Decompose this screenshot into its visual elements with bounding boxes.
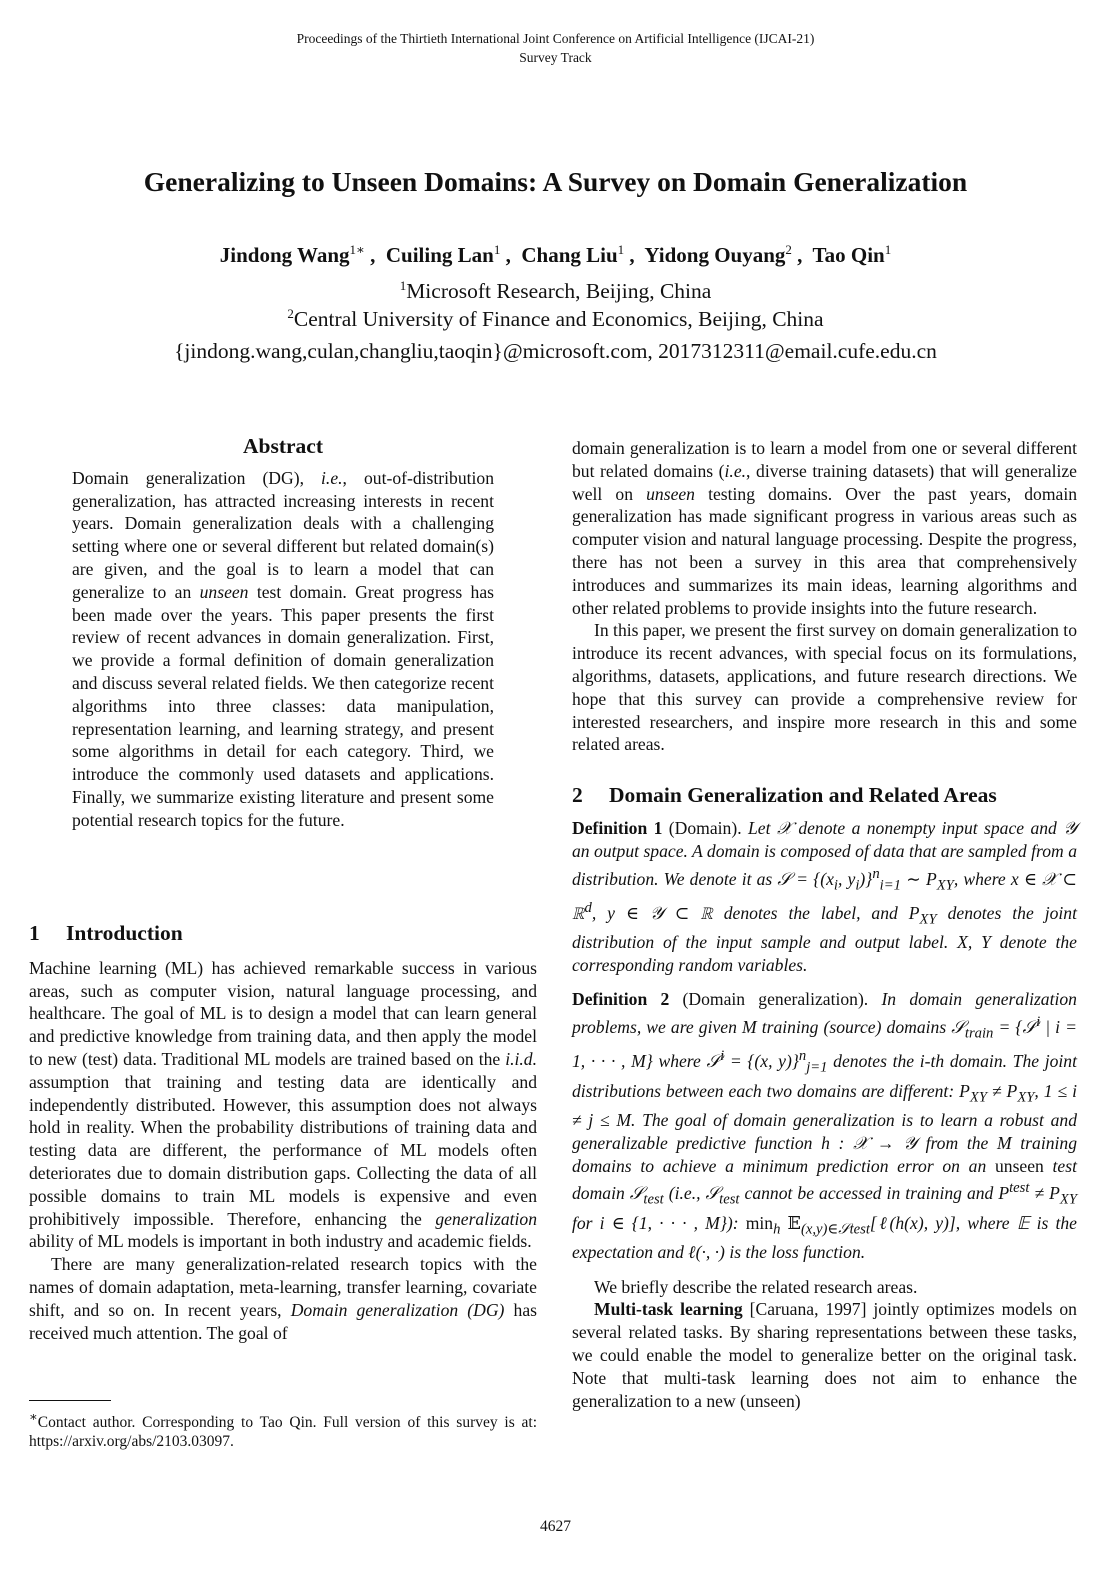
author-affil-mark: 1 [617,242,625,257]
multi-task-paragraph: Multi-task learning [Caruana, 1997] jointly optimizes models on several related tasks. By sharing representations between these tasks, we could enable the model to generalize better on the original task. Note that multi-task learning does not aim to enhance the generalization to a new (unseen) [572,1299,1077,1411]
related-intro: We briefly describe the related research areas. [594,1276,918,1297]
author-affil-mark: 2 [785,242,792,257]
author-name: Jindong Wang [219,243,350,267]
paper-title: Generalizing to Unseen Domains: A Survey on Domain Generalization [143,166,968,197]
section-heading: 2 Domain Generalization and Related Areas [572,783,997,808]
abstract-block [72,435,494,832]
intro-paragraph-1: Machine learning (ML) has achieved remarkable success in various areas, such as computer vision, natural language processing, and healthcare. The goal of ML is to design a model that can learn general and predictive knowledge from training data, and then apply the model to new (test) data. Traditional ML models are trained based on the i.i.d. assumption that training and testing data are identically and independently distributed. However, this assumption does not always hold in reality. When the probability distributions of training data and testing data are different, the performance of ML models often deteriorates due to domain distribution gaps. Collecting the data of all possible domains to train ML models is expensive and even prohibitively impossible. Therefore, enhancing the generalization ability of ML models is important in both industry and academic fields. [29,957,538,1252]
author-affil-mark: 1 [884,242,892,257]
author-list: Jindong Wang$^{1∗}$ , Cuiling Lan$^1$ , Chang Liu$^1$ , Yidong Ouyang$^2$ , Tao Qin$^1$ [219,242,892,267]
abstract-title: Abstract [242,434,323,458]
page-number: 4627 [540,1518,571,1535]
conference-header [0,29,1111,67]
affil-mark: 1 [399,278,407,293]
author-name: Yidong Ouyang [644,243,786,267]
affiliation-2 [0,306,1111,332]
author-emails: {jindong.wang,culan,changliu,taoqin}@microsoft.com, 2017312311@email.cufe.edu.cn [174,339,937,363]
intro-paragraph-3: domain generalization is to learn a model from one or several different but related domains (i.e., diverse training datasets) that will generalize well on unseen testing domains. Over the past years, domain generalization has made significant progress in various areas such as computer vision and natural language processing. Despite the progress, there has not been a survey in this area that comprehensively introduces and summarizes its main ideas, learning algorithms and other related problems to provide insights into the future research. [572,438,1077,618]
definition-1: Definition 1 (Domain). Let 𝒳 denote a nonempty input space and 𝒴 an output space. A domain is composed of data that are sampled from a distribution. We denote it as 𝒮 = {($x_i$, $y_i)\}^n_{i=1}$ ∼ $P_{XY}$, where x ∈ 𝒳 ⊂ ℝ$^d$, y ∈ 𝒴 ⊂ ℝ denotes the label, and $P_{XY}$ denotes the joint distribution of the input sample and output label. X, Y denote the corresponding random variables. [572,817,1078,975]
intro-paragraph-2: There are many generalization-related research topics with the names of domain adaptation, meta-learning, transfer learning, covariate shift, and so on. In recent years, Domain generalization (DG) has received much attention. The goal of [29,1254,537,1343]
affil-mark: 2 [287,306,294,321]
introduction-section [29,922,537,1344]
section-heading: 1 Introduction [29,921,183,945]
intro-paragraph-4: In this paper, we present the first survey on domain generalization to introduce its recent advances, with special focus on its formulations, algorithms, datasets, applications, and future research directions. We hope that this survey can provide a comprehensive review for interested researchers, and inspire more research in this and some related areas. [572,620,1077,755]
footnote-rule [29,1400,111,1401]
right-column [572,437,1077,1412]
author-name: Chang Liu [521,243,618,267]
author-affil-mark: 1∗ [349,242,365,257]
abstract-text: Domain generalization (DG), i.e., out-of-distribution generalization, has attracted increasing interests in recent years. Domain generalization deals with a challenging setting where one or several different but related domain(s) are given, and the goal is to learn a model that can generalize to an unseen test domain. Great progress has been made over the years. This paper presents the first review of recent advances in domain generalization. First, we provide a formal definition of domain generalization and discuss several related fields. We then categorize recent algorithms into three classes: data manipulation, representation learning, and learning strategy, and present some algorithms in detail for each category. Third, we introduce the commonly used datasets and applications. Finally, we summarize existing literature and present some potential research topics for the future. [72,467,494,830]
affiliation-1 [0,278,1111,304]
author-affil-mark: 1 [493,242,501,257]
definition-2: Definition 2 (Domain generalization). In domain generalization problems, we are given M training (source) domains 𝒮$_{train}$ = {𝒮$^i$ | i = 1, · · · , M} where 𝒮$^i$ = {(x, y)}$^n_{j=1}$ denotes the i-th domain. The joint distributions between each two domains are different: $P_{XY} \ne P_{XY}$, 1 ≤ i ≠ j ≤ M. The goal of domain generalization is to learn a robust and generalizable predictive function h : 𝒳 → 𝒴 from the M training domains to achieve a minimum prediction error on an unseen test domain 𝒮$_{test}$ (i.e., 𝒮$_{test}$ cannot be accessed in training and $P^{test} \ne P_{XY}$ for i ∈ {1, · · · , M}): $\min_h$ 𝔼$_{(x,y)\in 𝒮test}$[ℓ(h(x), y)], where 𝔼 is the expectation and ℓ(·, ·) is the loss function. [572,989,1078,1262]
header-line-2: Survey Track [519,50,592,65]
footnote: ∗Contact author. Corresponding to Tao Qin. Full version of this survey is at: https://arxiv.org/abs/2103.03097. [29,1409,537,1451]
affil-text: Microsoft Research, Beijing, China [406,279,712,304]
header-line-1: Proceedings of the Thirtieth International Joint Conference on Artificial Intelligence (IJCAI-21) [296,31,815,46]
affil-text: Central University of Finance and Economics, Beijing, China [293,307,824,332]
author-name: Tao Qin [812,243,885,267]
author-name: Cuiling Lan [385,243,494,267]
